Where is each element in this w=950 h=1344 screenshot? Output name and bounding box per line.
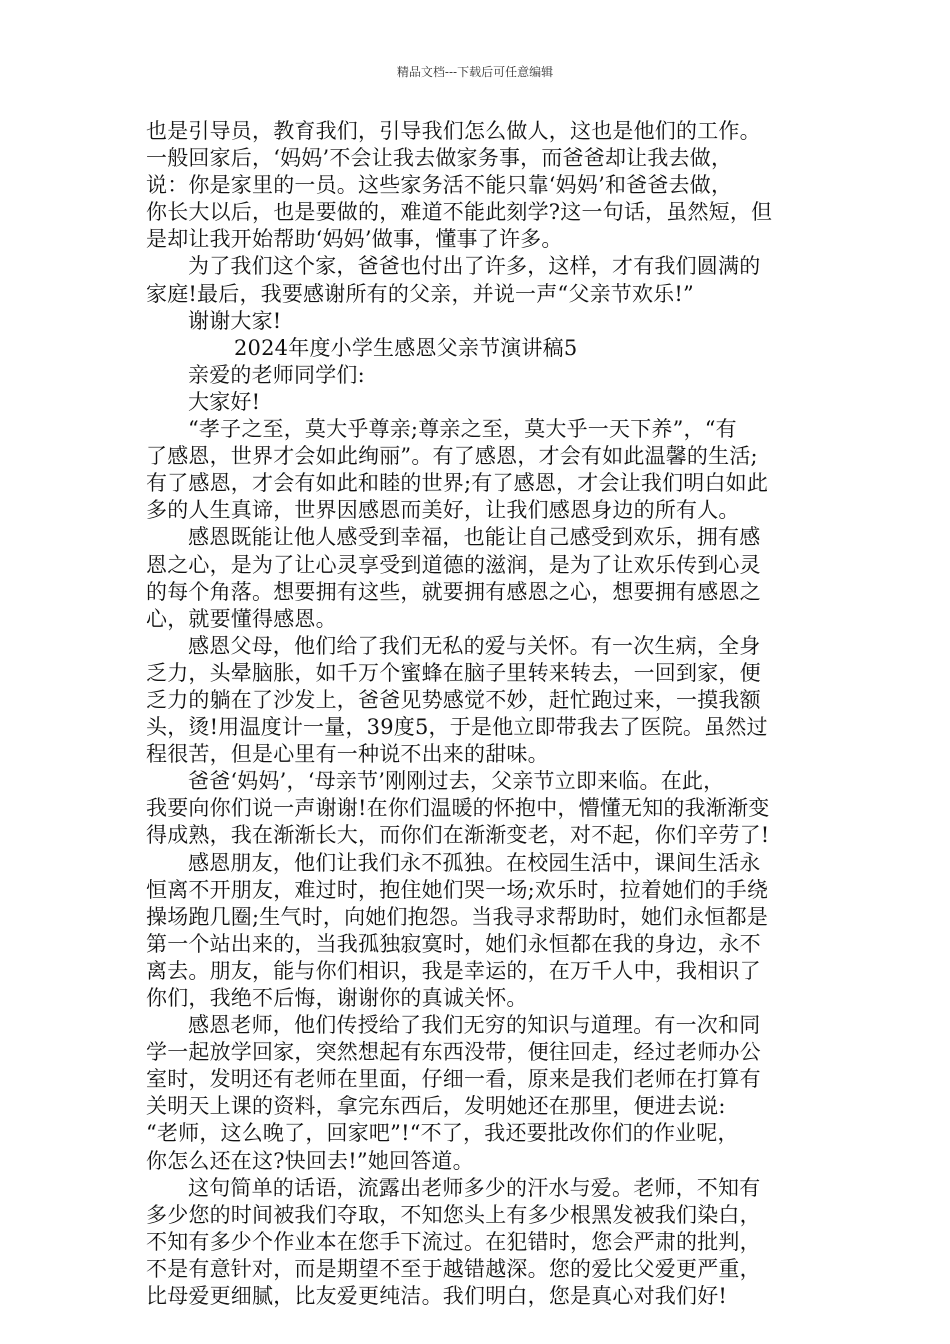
text-line: 心，就要懂得感恩。 <box>146 606 337 631</box>
section-title: 2024年度小学生感恩父亲节演讲稿5 <box>234 335 578 360</box>
text-line: 多的人生真谛，世界因感恩而美好，让我们感恩身边的所有人。 <box>146 498 740 523</box>
text-line: 感恩朋友，他们让我们永不孤独。在校园生活中，课间生活永 <box>188 850 761 875</box>
document-body <box>146 118 818 1310</box>
text-line: 操场跑几圈;生气时，向她们抱怨。当我寻求帮助时，她们永恒都是 <box>146 904 769 929</box>
text-line: 恩之心，是为了让心灵享受到道德的滋润，是为了让欢乐传到心灵 <box>146 552 761 577</box>
text-line: 你们，我绝不后悔，谢谢你的真诚关怀。 <box>146 986 528 1010</box>
text-line: 爸爸‘妈妈’，‘母亲节’刚刚过去，父亲节立即来临。在此， <box>188 769 725 794</box>
greeting: 大家好! <box>188 389 261 414</box>
text-line: 乏力，头晕脑胀，如千万个蜜蜂在脑子里转来转去，一回到家，便 <box>146 660 761 685</box>
text-line: 也是引导员，教育我们，引导我们怎么做人，这也是他们的工作。 <box>146 119 761 143</box>
text-line: 关明天上课的资料，拿完东西后，发明她还在那里，便进去说: <box>146 1094 726 1119</box>
text-line: 了感恩，世界才会如此绚丽”。有了感恩，才会有如此温馨的生活; <box>146 444 758 469</box>
text-line: 不是有意针对，而是期望不至于越错越深。您的爱比父爱更严重， <box>146 1256 761 1281</box>
text-line: 是却让我开始帮助‘妈妈’做事，懂事了许多。 <box>146 227 563 252</box>
text-line: 的每个角落。想要拥有这些，就要拥有感恩之心，想要拥有感恩之 <box>146 579 761 604</box>
text-line: 程很苦，但是心里有一种说不出来的甜味。 <box>146 742 549 767</box>
text-line: 感恩父母，他们给了我们无私的爱与关怀。有一次生病，全身 <box>188 633 761 658</box>
text-line: 不知有多少个作业本在您手下流过。在犯错时，您会严肃的批判， <box>146 1229 761 1254</box>
text-line: 你怎么还在这?快回去!”她回答道。 <box>146 1148 474 1173</box>
text-line: 我要向你们说一声谢谢!在你们温暖的怀抱中，懵懂无知的我渐渐变 <box>146 796 770 821</box>
text-line: 比母爱更细腻，比友爱更纯洁。我们明白，您是真心对我们好! <box>146 1284 728 1309</box>
text-line: 这句简单的话语，流露出老师多少的汗水与爱。老师，不知有 <box>188 1175 761 1200</box>
text-line: 说：你是家里的一员。这些家务活不能只靠‘妈妈’和爸爸去做， <box>146 173 733 198</box>
text-line: 离去。朋友，能与你们相识，我是幸运的，在万千人中，我相识了 <box>146 958 761 983</box>
text-line: 第一个站出来的，当我孤独寂寞时，她们永恒都在我的身边，永不 <box>146 931 761 956</box>
salutation: 亲爱的老师同学们: <box>188 362 365 387</box>
text-line: 谢谢大家! <box>188 308 282 333</box>
text-line: 家庭!最后，我要感谢所有的父亲，并说一声“父亲节欢乐!” <box>146 281 694 306</box>
text-line: “老师，这么晚了，回家吧”!“不了，我还要批改你们的作业呢， <box>146 1121 739 1146</box>
text-line: 头，烫!用温度计一量，39度5，于是他立即带我去了医院。虽然过 <box>146 715 768 740</box>
text-line: 你长大以后，也是要做的，难道不能此刻学?这一句话，虽然短，但 <box>146 200 773 225</box>
text-line: 恒离不开朋友，难过时，抱住她们哭一场;欢乐时，拉着她们的手绕 <box>146 877 769 902</box>
text-line: 室时，发明还有老师在里面，仔细一看，原来是我们老师在打算有 <box>146 1067 761 1092</box>
text-line: 感恩老师，他们传授给了我们无穷的知识与道理。有一次和同 <box>188 1013 761 1038</box>
text-line: “孝子之至，莫大乎尊亲;尊亲之至，莫大乎一天下养”，“有 <box>188 417 737 442</box>
text-line: 多少您的时间被我们夺取，不知您头上有多少根黑发被我们染白， <box>146 1202 761 1227</box>
text-line: 感恩既能让他人感受到幸福，也能让自己感受到欢乐，拥有感 <box>188 525 761 550</box>
text-line: 乏力的躺在了沙发上，爸爸见势感觉不妙，赶忙跑过来，一摸我额 <box>146 687 761 712</box>
text-line: 一般回家后，‘妈妈’不会让我去做家务事，而爸爸却让我去做， <box>146 146 733 171</box>
page-header: 精品文档---下载后可任意编辑 <box>396 65 554 79</box>
text-line: 为了我们这个家，爸爸也付出了许多，这样，才有我们圆满的 <box>188 254 761 279</box>
text-line: 有了感恩，才会有如此和睦的世界;有了感恩，才会让我们明白如此 <box>146 471 769 496</box>
text-line: 得成熟，我在渐渐长大，而你们在渐渐变老，对不起，你们辛劳了! <box>146 823 770 848</box>
text-line: 学一起放学回家，突然想起有东西没带，便往回走，经过老师办公 <box>146 1040 761 1065</box>
